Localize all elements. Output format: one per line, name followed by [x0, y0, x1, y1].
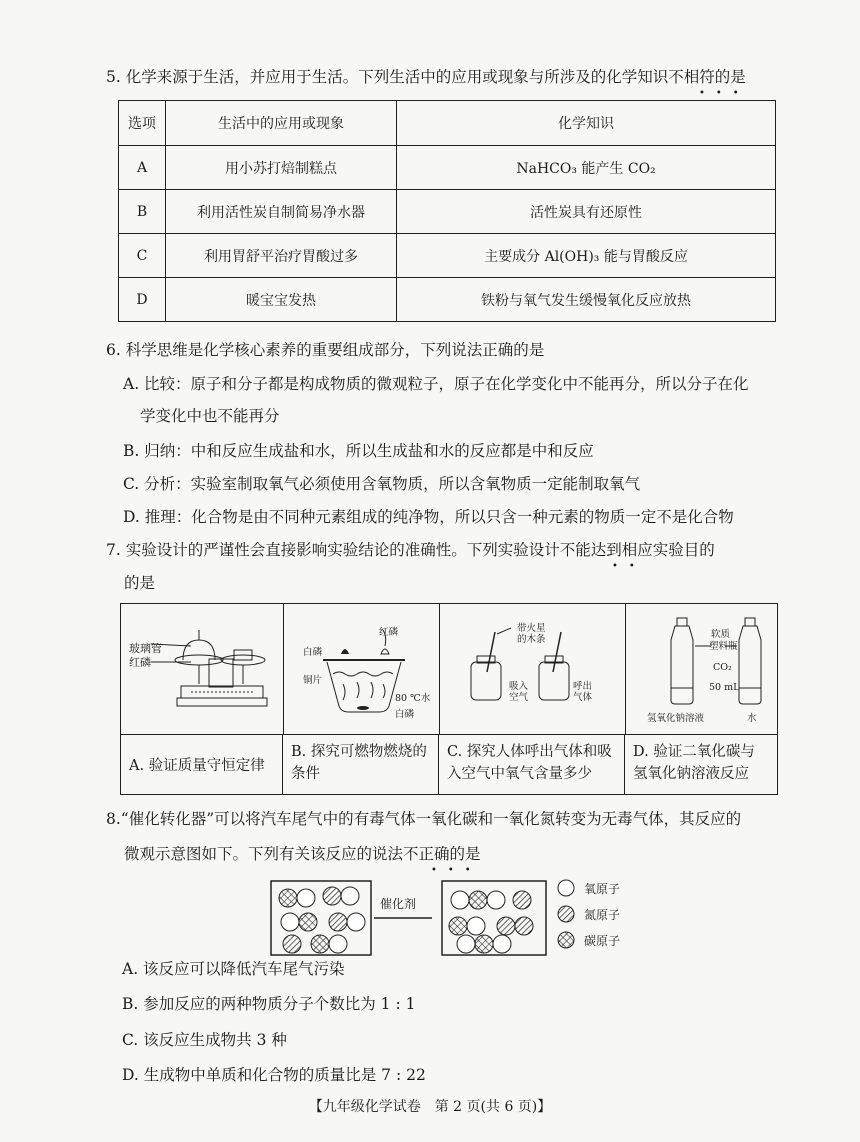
- q8-option-c: C. 该反应生成物共 3 种: [122, 1031, 287, 1049]
- table-row: A 用小苏打焙制糕点 NaHCO₃ 能产生 CO₂: [119, 146, 776, 190]
- fig-balance: [121, 604, 284, 734]
- label-white-p: 白磷: [303, 647, 323, 658]
- caption-d: D. 验证二氧化碳与氢氧化钠溶液反应: [625, 734, 777, 794]
- header-application: 生活中的应用或现象: [166, 101, 397, 146]
- q5-emphasis-dots: •••: [699, 88, 750, 99]
- q8-option-a: A. 该反应可以降低汽车尾气污染: [122, 960, 345, 978]
- q7-experiment-table: [120, 603, 778, 795]
- q8-emphasis-dots: •••: [431, 865, 482, 876]
- caption-c: C. 探究人体呼出气体和吸入空气中氧气含量多少: [439, 734, 625, 794]
- q8-option-b: B. 参加反应的两种物质分子个数比为 1 : 1: [122, 995, 416, 1013]
- label-red-phosphorus: 红磷: [129, 656, 151, 669]
- q5-emphasis: 不相符: [668, 68, 715, 86]
- q5-table: [118, 100, 776, 322]
- label-plastic-bottle: 塑料瓶: [709, 641, 738, 652]
- label-red-p: 红磷: [379, 627, 399, 638]
- label-gas: 气体: [573, 692, 593, 703]
- label-exhaled: 呼出: [573, 681, 593, 692]
- q5-stem: 5. 化学来源于生活，并应用于生活。下列生活中的应用或现象与所涉及的化学知识不相符的是: [106, 68, 746, 86]
- combustion-diagram: [283, 604, 439, 734]
- header-knowledge: 化学知识: [397, 101, 776, 146]
- q6-option-b: B. 归纳：中和反应生成盐和水，所以生成盐和水的反应都是中和反应: [123, 442, 594, 460]
- label-splint: 的木条: [517, 634, 546, 645]
- table-row: D 暖宝宝发热 铁粉与氧气发生缓慢氧化反应放热: [119, 278, 776, 322]
- label-glowing: 带火星: [517, 623, 546, 634]
- q8-option-d: D. 生成物中单质和化合物的质量比是 7 : 22: [122, 1066, 426, 1084]
- legend-oxygen: 氧原子: [556, 875, 620, 901]
- q6-stem: 6. 科学思维是化学核心素养的重要组成部分，下列说法正确的是: [106, 341, 545, 359]
- q6-option-c: C. 分析：实验室制取氧气必须使用含氧物质，所以含氧物质一定能制取氧气: [123, 475, 641, 493]
- label-co2: CO₂: [713, 662, 732, 673]
- q7-stem-cont: 的是: [124, 574, 156, 592]
- label-50ml: 50 mL: [709, 682, 740, 693]
- q7-stem: 7. 实验设计的严谨性会直接影响实验结论的准确性。下列实验设计不能达到相应实验目的: [106, 541, 715, 559]
- label-naoh: 氢氧化钠溶液: [647, 713, 705, 724]
- label-water: 水: [747, 713, 757, 724]
- fig-breath: [439, 604, 626, 734]
- reaction-micro-diagram: [270, 880, 550, 958]
- label-inhaled: 吸入: [509, 681, 529, 692]
- caption-a: A. 验证质量守恒定律: [121, 734, 283, 794]
- page-footer: 【九年级化学试卷 第 2 页(共 6 页)】: [308, 1099, 552, 1115]
- legend-carbon: 碳原子: [556, 927, 620, 953]
- header-option: 选项: [119, 101, 166, 146]
- table-row: C 利用胃舒平治疗胃酸过多 主要成分 Al(OH)₃ 能与胃酸反应: [119, 234, 776, 278]
- fig-co2: [625, 604, 777, 734]
- catalyst-label: 催化剂: [380, 897, 417, 911]
- legend-nitrogen: 氮原子: [556, 901, 620, 927]
- label-glass-tube: 玻璃管: [129, 642, 162, 655]
- caption-b: B. 探究可燃物燃烧的条件: [283, 734, 439, 794]
- label-air: 空气: [509, 692, 529, 703]
- q7-emphasis-dots: ••: [612, 561, 646, 572]
- label-soft: 软质: [711, 629, 731, 640]
- label-white-p-2: 白磷: [395, 709, 415, 720]
- fig-combustion: [283, 604, 440, 734]
- q8-stem-cont: 微观示意图如下。下列有关该反应的说法不正确的是: [124, 845, 481, 863]
- q8-stem: 8.“催化转化器”可以将汽车尾气中的有毒气体一氧化碳和一氧化氮转变为无毒气体，其反应的: [106, 810, 742, 828]
- atom-legend: [556, 875, 620, 953]
- table-row: B 利用活性炭自制简易净水器 活性炭具有还原性: [119, 190, 776, 234]
- label-hot-water: 80 ℃水: [395, 693, 431, 704]
- label-copper: 铜片: [303, 675, 323, 686]
- q6-option-a: A. 比较：原子和分子都是构成物质的微观粒子，原子在化学变化中不能再分，所以分子在化: [123, 375, 749, 393]
- q6-option-a-cont: 学变化中也不能再分: [140, 407, 280, 425]
- q6-option-d: D. 推理：化合物是由不同种元素组成的纯净物，所以只含一种元素的物质一定不是化合物: [123, 508, 734, 526]
